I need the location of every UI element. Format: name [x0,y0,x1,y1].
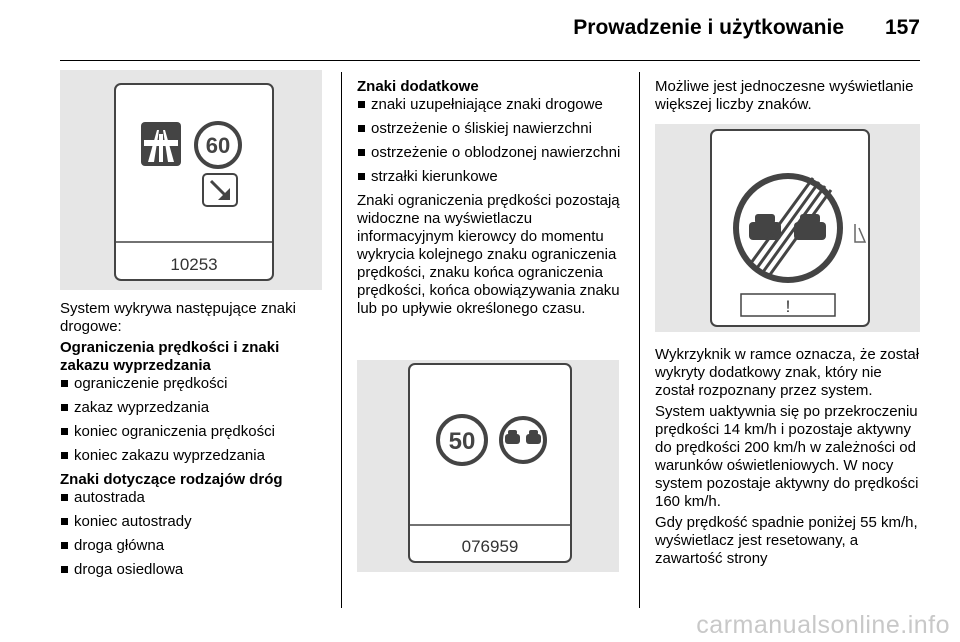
display-frame [409,364,571,562]
list-item: droga główna [60,537,325,555]
figure-code: 076959 [461,537,519,556]
reset-text: Gdy prędkość spadnie poniżej 55 km/h, wyświetlacz jest resetowany, a zawartość strony [655,514,918,567]
column-1 [60,300,325,585]
section-heading-additional-signs: Znaki dodatkowe [357,78,479,95]
page-number: 157 [884,16,920,39]
list-item: koniec autostrady [60,513,325,531]
figure-2-graphic [357,360,619,572]
figure-speed-overtaking-sign [357,360,619,572]
exclamation-frame-text: Wykrzyknik w ramce oznacza, że został wykryty dodatkowy znak, który nie został rozpoznany przez system. [655,346,920,399]
column-3 [655,78,923,117]
direction-arrow-sign-icon [203,174,237,206]
list-item: droga osiedlowa [60,561,325,579]
list-item: ostrzeżenie o oblodzonej nawierzchni [357,144,627,162]
display-frame [115,84,273,280]
column-2 [357,78,627,321]
section-heading-road-types: Znaki dotyczące rodzajów dróg [60,471,283,488]
end-of-no-overtaking-sign-icon [736,176,840,280]
list-item: zakaz wyprzedzania [60,399,325,417]
header-rule [60,60,920,61]
multiple-signs-text: Możliwe jest jednoczesne wyświetlanie większej liczby znaków. [655,78,914,113]
no-overtaking-sign-icon [501,418,545,462]
additional-signs-list [357,96,627,186]
figure-end-no-overtaking-sign [655,124,920,332]
section-heading-speed-limits: Ograniczenia prędkości i znaki zakazu wyprzedzania [60,339,280,374]
speed-sign-display-text: Znaki ograniczenia prędkości pozostają widoczne na wyświetlaczu informacyjnym kierowcy do momentu wykrycia kolejnego znaku ograniczenia prędkości, znaku końca ograniczenia prędkości, końca obowiązywania znaku lub po upływie określonego czasu. [357,192,620,317]
speed-limits-list [60,375,325,465]
page-header-title: Prowadzenie i użytkowanie [573,16,844,39]
figure-3-graphic [655,124,920,332]
speed-limit-value: 50 [448,428,476,455]
column-divider-2 [639,72,640,608]
motorway-sign-icon [141,122,181,166]
list-item: koniec ograniczenia prędkości [60,423,325,441]
list-item: znaki uzupełniające znaki drogowe [357,96,627,114]
figure-code: 10253 [170,255,218,274]
figure-1-graphic [60,70,322,290]
list-item: ograniczenie prędkości [60,375,325,393]
unrecognized-sign-mark: ! [785,297,791,316]
list-item: strzałki kierunkowe [357,168,627,186]
watermark: carmanualsonline.info [696,611,950,639]
figure-motorway-speed-sign [60,70,322,290]
list-item: autostrada [60,489,325,507]
intro-text: System wykrywa następujące znaki drogowe: [60,300,296,335]
list-item: koniec zakazu wyprzedzania [60,447,325,465]
column-3-lower [655,346,923,571]
column-divider-1 [341,72,342,608]
activation-text: System uaktywnia się po przekroczeniu prędkości 14 km/h i pozostaje aktywny do prędkości 200 km/h w zależności od warunków oświetleniowych. W nocy system pozostaje aktywny do prędkości 160 km/h. [655,403,919,510]
road-types-list [60,489,325,579]
speed-limit-value: 60 [205,133,231,158]
list-item: ostrzeżenie o śliskiej nawierzchni [357,120,627,138]
